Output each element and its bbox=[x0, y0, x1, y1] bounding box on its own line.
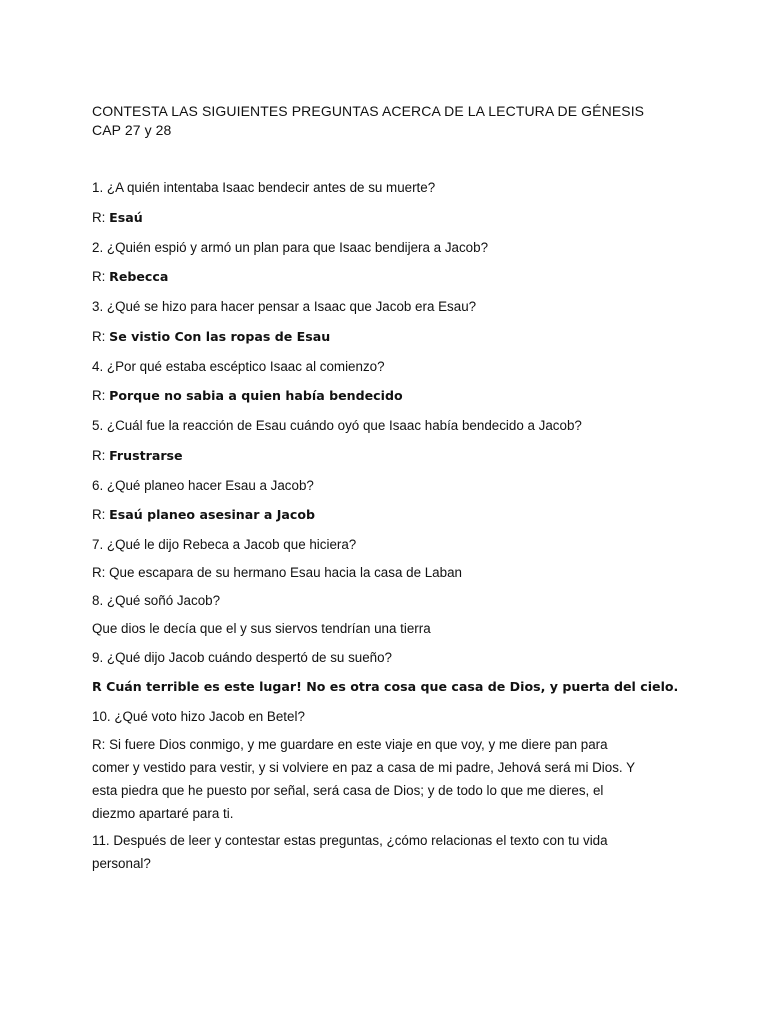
answer-10-line-3: esta piedra que he puesto por señal, será casa de Dios; y de todo lo que me dieres, el bbox=[92, 783, 604, 798]
answer-10-line-1: R: Si fuere Dios conmigo, y me guardare en este viaje en que voy, y me diere pan para bbox=[92, 737, 608, 752]
answer-text: Esaú planeo asesinar a Jacob bbox=[109, 507, 316, 522]
question-8: 8. ¿Qué soñó Jacob? bbox=[92, 593, 221, 608]
question-7: 7. ¿Qué le dijo Rebeca a Jacob que hiciera? bbox=[92, 537, 357, 552]
answer-text: Esaú bbox=[109, 210, 143, 225]
answer-1 bbox=[92, 208, 692, 227]
answer-2 bbox=[92, 267, 692, 286]
answer-text: Porque no sabia a quien había bendecido bbox=[109, 388, 403, 403]
answer-4 bbox=[92, 386, 692, 405]
question-2: 2. ¿Quién espió y armó un plan para que Isaac bendijera a Jacob? bbox=[92, 240, 489, 255]
answer-prefix: R: bbox=[92, 269, 110, 284]
answer-prefix: R: bbox=[92, 388, 110, 403]
answer-text: Se vistio Con las ropas de Esau bbox=[109, 329, 331, 344]
answer-10 bbox=[92, 733, 692, 825]
answer-3 bbox=[92, 327, 692, 346]
answer-7: R: Que escapara de su hermano Esau hacia la casa de Laban bbox=[92, 565, 462, 580]
document-page bbox=[92, 102, 692, 178]
answer-text: Rebecca bbox=[109, 269, 169, 284]
answer-9: R Cuán terrible es este lugar! No es otra cosa que casa de Dios, y puerta del cielo. bbox=[92, 679, 679, 694]
question-6: 6. ¿Qué planeo hacer Esau a Jacob? bbox=[92, 478, 314, 493]
answer-5 bbox=[92, 446, 692, 465]
question-1: 1. ¿A quién intentaba Isaac bendecir antes de su muerte? bbox=[92, 180, 436, 195]
title-line-2: CAP 27 y 28 bbox=[92, 122, 172, 138]
answer-6 bbox=[92, 505, 692, 524]
question-11-line-1: 11. Después de leer y contestar estas preguntas, ¿cómo relacionas el texto con tu vida bbox=[92, 833, 608, 848]
answer-prefix: R: bbox=[92, 329, 110, 344]
question-4: 4. ¿Por qué estaba escéptico Isaac al comienzo? bbox=[92, 359, 385, 374]
answer-prefix: R: bbox=[92, 448, 110, 463]
question-11-line-2: personal? bbox=[92, 856, 151, 871]
question-3: 3. ¿Qué se hizo para hacer pensar a Isaac que Jacob era Esau? bbox=[92, 299, 477, 314]
answer-10-line-4: diezmo apartaré para ti. bbox=[92, 806, 234, 821]
answer-prefix: R: bbox=[92, 210, 110, 225]
answer-10-line-2: comer y vestido para vestir, y si volviere en paz a casa de mi padre, Jehová será mi Dios. Y bbox=[92, 760, 636, 775]
question-9: 9. ¿Qué dijo Jacob cuándo despertó de su sueño? bbox=[92, 650, 393, 665]
answer-prefix: R: bbox=[92, 507, 110, 522]
question-11 bbox=[92, 829, 692, 875]
document-title bbox=[92, 102, 692, 140]
question-5: 5. ¿Cuál fue la reacción de Esau cuándo oyó que Isaac había bendecido a Jacob? bbox=[92, 418, 582, 433]
answer-8: Que dios le decía que el y sus siervos tendrían una tierra bbox=[92, 621, 431, 636]
title-line-1: CONTESTA LAS SIGUIENTES PREGUNTAS ACERCA DE LA LECTURA DE GÉNESIS bbox=[92, 103, 645, 119]
question-10: 10. ¿Qué voto hizo Jacob en Betel? bbox=[92, 709, 305, 724]
answer-text: Frustrarse bbox=[109, 448, 183, 463]
